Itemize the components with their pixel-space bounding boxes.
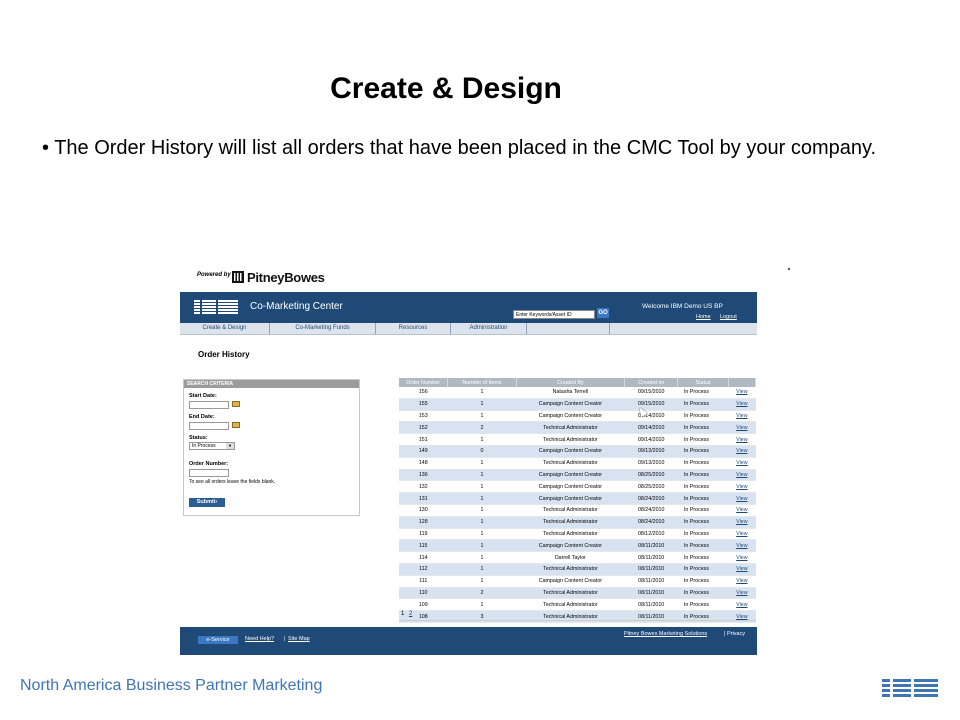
created-on-cell: 08/25/2010 — [624, 469, 678, 481]
table-row — [399, 387, 756, 398]
created-on-cell: 08/11/2010 — [624, 599, 678, 611]
created-on-cell: 08/11/2010 — [624, 540, 678, 552]
items-cell: 1 — [448, 410, 517, 422]
items-cell: 1 — [448, 599, 517, 611]
status-select-value: In Process — [192, 443, 216, 449]
table-row — [399, 469, 756, 481]
home-link[interactable]: Home — [696, 314, 711, 320]
app-screenshot — [180, 265, 757, 655]
page-2-link[interactable]: 2 — [409, 611, 413, 617]
view-cell — [728, 552, 755, 564]
view-link[interactable]: View — [736, 566, 748, 573]
col-order-number[interactable]: Order Number — [399, 378, 448, 387]
end-date-label: End Date: — [189, 414, 215, 420]
view-link[interactable]: View — [736, 530, 748, 537]
created-on-cell: 08/24/2010 — [624, 493, 678, 505]
view-cell — [728, 434, 755, 446]
created-by-cell: Campaign Content Creator — [516, 398, 624, 410]
order-number-cell: 108 — [399, 611, 448, 623]
created-by-cell: Technical Administrator — [516, 504, 624, 516]
created-by-cell: Campaign Content Creator — [516, 469, 624, 481]
table-row — [399, 516, 756, 528]
created-on-cell: 09/15/2010 — [624, 387, 678, 398]
order-number-cell: 149 — [399, 445, 448, 457]
col-action — [728, 378, 755, 387]
items-cell: 1 — [448, 504, 517, 516]
table-row — [399, 575, 756, 587]
order-number-cell: 128 — [399, 516, 448, 528]
view-cell — [728, 445, 755, 457]
status-cell: In Process — [678, 481, 728, 493]
status-cell: In Process — [678, 563, 728, 575]
items-cell: 1 — [448, 528, 517, 540]
order-number-cell: 109 — [399, 599, 448, 611]
order-number-cell: 151 — [399, 434, 448, 446]
view-link[interactable]: View — [736, 578, 748, 585]
start-date-label: Start Date: — [189, 393, 217, 399]
status-cell: In Process — [678, 434, 728, 446]
brand-title: Co-Marketing Center — [250, 301, 343, 312]
chevron-down-icon: ▼ — [226, 443, 234, 449]
created-on-cell: 08/24/2010 — [624, 516, 678, 528]
items-cell: 1 — [448, 540, 517, 552]
col-created-by[interactable]: Created By — [516, 378, 624, 387]
order-number-cell: 153 — [399, 410, 448, 422]
view-link[interactable]: View — [736, 519, 748, 526]
view-link[interactable]: View — [736, 589, 748, 596]
items-cell: 1 — [448, 575, 517, 587]
order-number-cell: 110 — [399, 587, 448, 599]
order-number-cell: 115 — [399, 540, 448, 552]
col-status[interactable]: Status — [678, 378, 728, 387]
search-go-button[interactable]: GO — [598, 310, 608, 316]
created-by-cell: Technical Administrator — [516, 563, 624, 575]
items-cell: 1 — [448, 516, 517, 528]
calendar-icon[interactable] — [232, 401, 240, 407]
table-row — [399, 410, 756, 422]
created-by-cell: Campaign Content Creator — [516, 575, 624, 587]
footer-separator: | — [284, 636, 286, 642]
created-by-cell: Technical Administrator — [516, 516, 624, 528]
created-on-cell: 09/13/2010 — [624, 457, 678, 469]
created-by-cell: Technical Administrator — [516, 587, 624, 599]
order-number-cell: 131 — [399, 493, 448, 505]
table-row — [399, 481, 756, 493]
menu-create-design[interactable]: Create & Design — [180, 323, 270, 334]
status-cell: In Process — [678, 504, 728, 516]
menu-administration[interactable]: Administration — [451, 323, 527, 334]
created-on-cell: 08/11/2010 — [624, 563, 678, 575]
privacy-link[interactable]: | Privacy — [724, 631, 745, 637]
status-cell: In Process — [678, 528, 728, 540]
items-cell: 2 — [448, 422, 517, 434]
order-number-cell: 156 — [399, 387, 448, 398]
created-on-cell: 09/14/2010 — [624, 410, 678, 422]
status-cell: In Process — [678, 599, 728, 611]
table-divider — [399, 620, 756, 621]
table-row — [399, 599, 756, 611]
status-cell: In Process — [678, 422, 728, 434]
table-row — [399, 540, 756, 552]
order-number-cell: 119 — [399, 528, 448, 540]
app-header — [180, 292, 757, 323]
order-number-cell: 148 — [399, 457, 448, 469]
view-cell — [728, 516, 755, 528]
view-link[interactable]: View — [736, 401, 748, 408]
status-select[interactable] — [189, 442, 235, 450]
end-date-input[interactable] — [189, 422, 229, 430]
view-link[interactable]: View — [736, 542, 748, 549]
app-footer — [180, 627, 757, 655]
status-cell: In Process — [678, 516, 728, 528]
items-cell: 1 — [448, 563, 517, 575]
view-link[interactable]: View — [736, 448, 748, 455]
created-on-cell: 09/14/2010 — [624, 422, 678, 434]
pb-solutions-link[interactable]: Pitney Bowes Marketing Solutions — [624, 631, 708, 637]
items-cell: 1 — [448, 434, 517, 446]
status-cell: In Process — [678, 410, 728, 422]
welcome-text: Welcome IBM Demo US BP — [642, 303, 723, 310]
pitney-bowes-logo-icon — [232, 271, 244, 283]
table-row — [399, 493, 756, 505]
created-on-cell: 08/12/2010 — [624, 528, 678, 540]
created-by-cell: Technical Administrator — [516, 422, 624, 434]
table-row — [399, 457, 756, 469]
view-link[interactable]: View — [736, 424, 748, 431]
view-link[interactable]: View — [736, 507, 748, 514]
created-on-cell: 08/11/2010 — [624, 587, 678, 599]
slide-footer: North America Business Partner Marketing — [20, 677, 323, 694]
logout-link[interactable]: Logout — [720, 314, 737, 320]
status-cell: In Process — [678, 552, 728, 564]
view-cell — [728, 575, 755, 587]
order-number-input[interactable] — [189, 469, 229, 477]
view-cell — [728, 528, 755, 540]
order-number-cell: 155 — [399, 398, 448, 410]
order-number-cell: 114 — [399, 552, 448, 564]
search-hint: To see all orders leave the fields blank. — [189, 479, 276, 485]
created-on-cell: 08/25/2010 — [624, 481, 678, 493]
stray-dot — [788, 268, 790, 270]
created-by-cell: Campaign Content Creator — [516, 481, 624, 493]
view-link[interactable]: View — [736, 436, 748, 443]
table-row — [399, 563, 756, 575]
table-row — [399, 445, 756, 457]
items-cell: 1 — [448, 398, 517, 410]
created-by-cell: Darrell Taylor — [516, 552, 624, 564]
created-on-cell: 08/11/2010 — [624, 575, 678, 587]
status-cell: In Process — [678, 611, 728, 623]
order-history-table — [399, 378, 756, 623]
view-cell — [728, 587, 755, 599]
created-on-cell: 08/11/2010 — [624, 611, 678, 623]
created-by-cell: Technical Administrator — [516, 457, 624, 469]
status-cell: In Process — [678, 457, 728, 469]
created-on-cell: 08/11/2010 — [624, 552, 678, 564]
created-by-cell: Technical Administrator — [516, 611, 624, 623]
view-cell — [728, 469, 755, 481]
order-number-cell: 152 — [399, 422, 448, 434]
view-link[interactable]: View — [736, 613, 748, 620]
eservice-button[interactable]: e-Service — [198, 636, 238, 644]
view-cell — [728, 457, 755, 469]
table-row — [399, 422, 756, 434]
order-number-cell: 111 — [399, 575, 448, 587]
slide-title: Create & Design — [330, 72, 562, 105]
view-cell — [728, 540, 755, 552]
items-cell: 1 — [448, 387, 517, 398]
status-cell: In Process — [678, 387, 728, 398]
table-row — [399, 434, 756, 446]
status-cell: In Process — [678, 575, 728, 587]
col-created-on[interactable]: Created on — [624, 378, 678, 387]
order-number-cell: 112 — [399, 563, 448, 575]
items-cell: 1 — [448, 469, 517, 481]
table-row — [399, 504, 756, 516]
view-link[interactable]: View — [736, 471, 748, 478]
created-on-cell: 09/13/2010 — [624, 445, 678, 457]
menu-co-marketing-funds[interactable]: Co-Marketing Funds — [270, 323, 376, 334]
items-cell: 1 — [448, 457, 517, 469]
created-by-cell: Campaign Content Creator — [516, 540, 624, 552]
table-row — [399, 552, 756, 564]
items-cell: 1 — [448, 493, 517, 505]
order-number-cell: 132 — [399, 481, 448, 493]
ibm-logo-icon — [880, 677, 940, 701]
site-map-link[interactable]: Site Map — [288, 636, 310, 642]
table-header-row — [399, 378, 756, 387]
order-number-cell: 136 — [399, 469, 448, 481]
view-cell — [728, 493, 755, 505]
view-cell — [728, 387, 755, 398]
created-by-cell: Campaign Content Creator — [516, 410, 624, 422]
status-cell: In Process — [678, 398, 728, 410]
status-cell: In Process — [678, 587, 728, 599]
main-menu — [180, 323, 757, 335]
search-criteria-header: SEARCH CRITERIA — [184, 380, 359, 388]
status-cell: In Process — [678, 445, 728, 457]
menu-blank — [527, 323, 610, 334]
page-1: 1 — [401, 611, 405, 617]
created-by-cell: Technical Administrator — [516, 434, 624, 446]
items-cell: 3 — [448, 611, 517, 623]
created-by-cell: Campaign Content Creator — [516, 445, 624, 457]
view-cell — [728, 398, 755, 410]
calendar-icon[interactable] — [232, 422, 240, 428]
created-by-cell: Technical Administrator — [516, 528, 624, 540]
view-link[interactable]: View — [736, 389, 748, 396]
bullet-text: • The Order History will list all orders that have been placed in the CMC Tool by your company. — [42, 137, 877, 159]
col-number-of-items[interactable]: Number of Items — [448, 378, 517, 387]
table-row — [399, 587, 756, 599]
submit-button[interactable]: Submit› — [189, 498, 225, 507]
items-cell: 0 — [448, 445, 517, 457]
view-link[interactable]: View — [736, 495, 748, 502]
created-on-cell: 09/15/2010 — [624, 398, 678, 410]
view-link[interactable]: View — [736, 554, 748, 561]
view-cell — [728, 504, 755, 516]
status-label: Status: — [189, 435, 208, 441]
created-on-cell: 08/24/2010 — [624, 504, 678, 516]
keyword-search-input[interactable]: Enter Keywords/Asset ID — [513, 310, 595, 319]
view-link[interactable]: View — [736, 460, 748, 467]
order-number-cell: 130 — [399, 504, 448, 516]
pagination — [401, 611, 412, 617]
ibm-logo-icon — [194, 298, 240, 316]
search-criteria-panel — [183, 379, 360, 516]
items-cell: 1 — [448, 481, 517, 493]
table-row — [399, 528, 756, 540]
view-cell — [728, 422, 755, 434]
need-help-link[interactable]: Need Help? — [245, 636, 275, 642]
view-link[interactable]: View — [736, 412, 748, 419]
menu-resources[interactable]: Resources — [376, 323, 451, 334]
status-cell: In Process — [678, 493, 728, 505]
order-number-label: Order Number: — [189, 461, 229, 467]
created-by-cell: Campaign Content Creator — [516, 493, 624, 505]
view-cell — [728, 563, 755, 575]
items-cell: 1 — [448, 552, 517, 564]
powered-by-label: Powered by — [197, 272, 231, 278]
table-row — [399, 398, 756, 410]
pitney-bowes-brand: PitneyBowes — [247, 270, 325, 285]
created-on-cell: 09/14/2010 — [624, 434, 678, 446]
created-by-cell: Technical Administrator — [516, 599, 624, 611]
view-link[interactable]: View — [736, 601, 748, 608]
view-cell — [728, 599, 755, 611]
created-by-cell: Natasha Terrell — [516, 387, 624, 398]
view-cell — [728, 481, 755, 493]
items-cell: 2 — [448, 587, 517, 599]
view-link[interactable]: View — [736, 483, 748, 490]
status-cell: In Process — [678, 540, 728, 552]
page-title: Order History — [198, 350, 250, 359]
view-cell — [728, 410, 755, 422]
start-date-input[interactable] — [189, 401, 229, 409]
status-cell: In Process — [678, 469, 728, 481]
